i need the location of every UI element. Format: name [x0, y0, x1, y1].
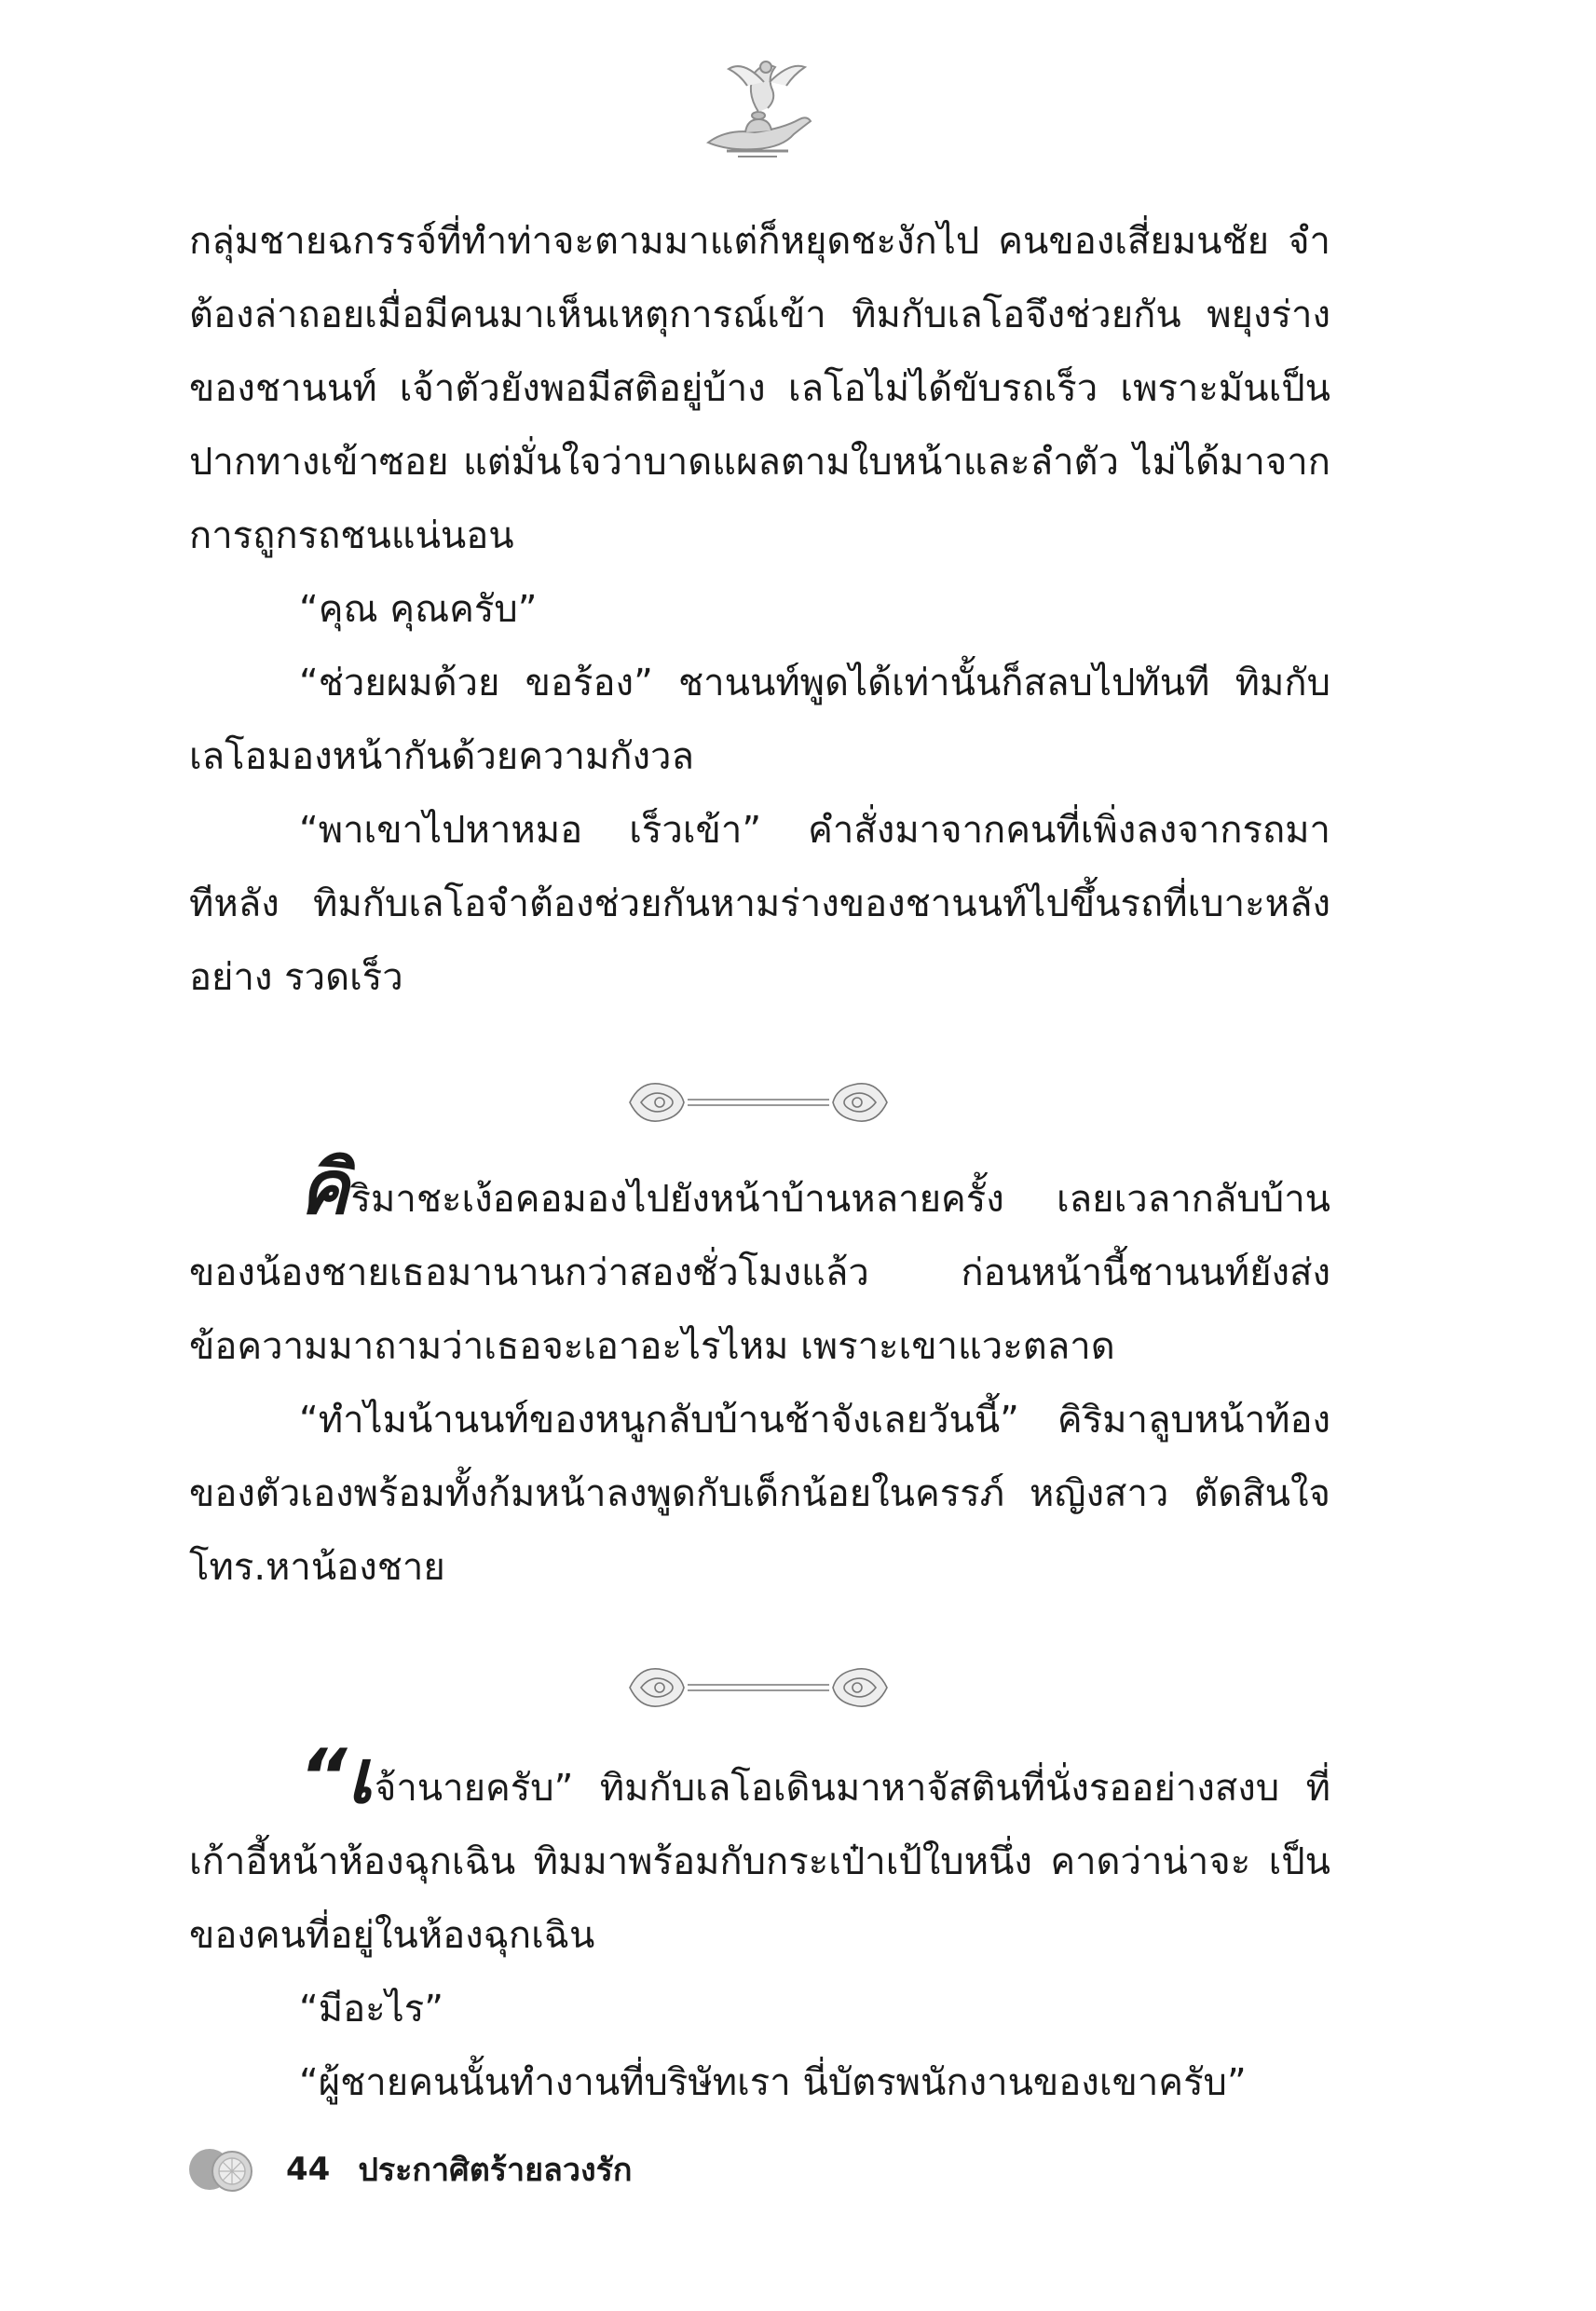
section-2 [189, 1144, 1330, 1605]
page-footer [182, 2141, 632, 2197]
book-title: ประกาศิตร้ายลวงรัก [358, 2152, 633, 2189]
paragraph-with-drop-cap [189, 1733, 1330, 1973]
filigree-divider-icon [622, 1659, 894, 1716]
paragraph: กลุ่มชายฉกรรจ์ที่ทำท่าจะตามมาแต่ก็หยุดชะงักไป คนของเสี่ยมนชัย จำต้องล่าถอยเมื่อมีคนมาเห็นเหตุการณ์เข้า ทิมกับเลโอจึงช่วยกัน พยุงร่างของชานนท์ เจ้าตัวยังพอมีสติอยู่บ้าง เลโอไม่ได้ขับรถเร็ว เพราะมันเป็นปากทางเข้าซอย แต่มั่นใจว่าบาดแผลตามใบหน้าและลำตัว ไม่ได้มาจากการถูกรถชนแน่นอน [189, 220, 1330, 557]
paragraph-with-drop-cap [189, 1144, 1330, 1384]
paragraph: “พาเขาไปหาหมอ เร็วเข้า” คำสั่งมาจากคนที่เพิ่งลงจากรถมาทีหลัง ทิมกับเลโอจำต้องช่วยกันหามร่างของชานนท์ไปขึ้นรถที่เบาะหลังอย่าง รวดเร็ว [189, 809, 1330, 999]
filigree-divider-icon [622, 1073, 894, 1131]
section-3 [189, 1733, 1330, 2120]
paragraph-text: ริมาชะเง้อคอมองไปยังหน้าบ้านหลายครั้ง เลยเวลากลับบ้าน ของน้องชายเธอมานานกว่าสองชั่วโมงแล้ว ก่อนหน้านี้ชานนท์ยังส่ง ข้อความมาถามว่าเธอจะเอาอะไรไหม เพราะเขาแวะตลาด [189, 1178, 1330, 1368]
dialogue-line: “ผู้ชายคนนั้นทำงานที่บริษัทเรา นี่บัตรพนักงานของเขาครับ” [299, 2061, 1247, 2104]
paragraph: “ช่วยผมด้วย ขอร้อง” ชานนท์พูดได้เท่านั้นก็สลบไปทันที ทิมกับเลโอมองหน้ากันด้วยความกังวล [189, 662, 1330, 778]
dialogue-line: “มีอะไร” [299, 1988, 443, 2031]
drop-cap: คิ [299, 1144, 349, 1231]
drop-cap: “เ [299, 1733, 373, 1820]
paragraph-text: จ้านายครับ” ทิมกับเลโอเดินมาหาจัสตินที่นั่งรออย่างสงบ ที่เก้าอี้หน้าห้องฉุกเฉิน ทิมมาพร้อมกับกระเป๋าเป้ใบหนึ่ง คาดว่าน่าจะ เป็นของคนที่อยู่ในห้องฉุกเฉิน [189, 1767, 1330, 1957]
paragraph: “ทำไมน้านนท์ของหนูกลับบ้านช้าจังเลยวันนี้” คิริมาลูบหน้าท้อง ของตัวเองพร้อมทั้งก้มหน้าลงพูดกับเด็กน้อยในครรภ์ หญิงสาว ตัดสินใจโทร.หาน้องชาย [189, 1399, 1330, 1589]
genie-lamp-fairy-icon [689, 54, 820, 166]
dialogue-line: “คุณ คุณครับ” [299, 588, 538, 631]
citrus-fruit-icon [182, 2145, 260, 2194]
section-1 [189, 205, 1330, 1015]
page-number: 44 [286, 2151, 331, 2188]
